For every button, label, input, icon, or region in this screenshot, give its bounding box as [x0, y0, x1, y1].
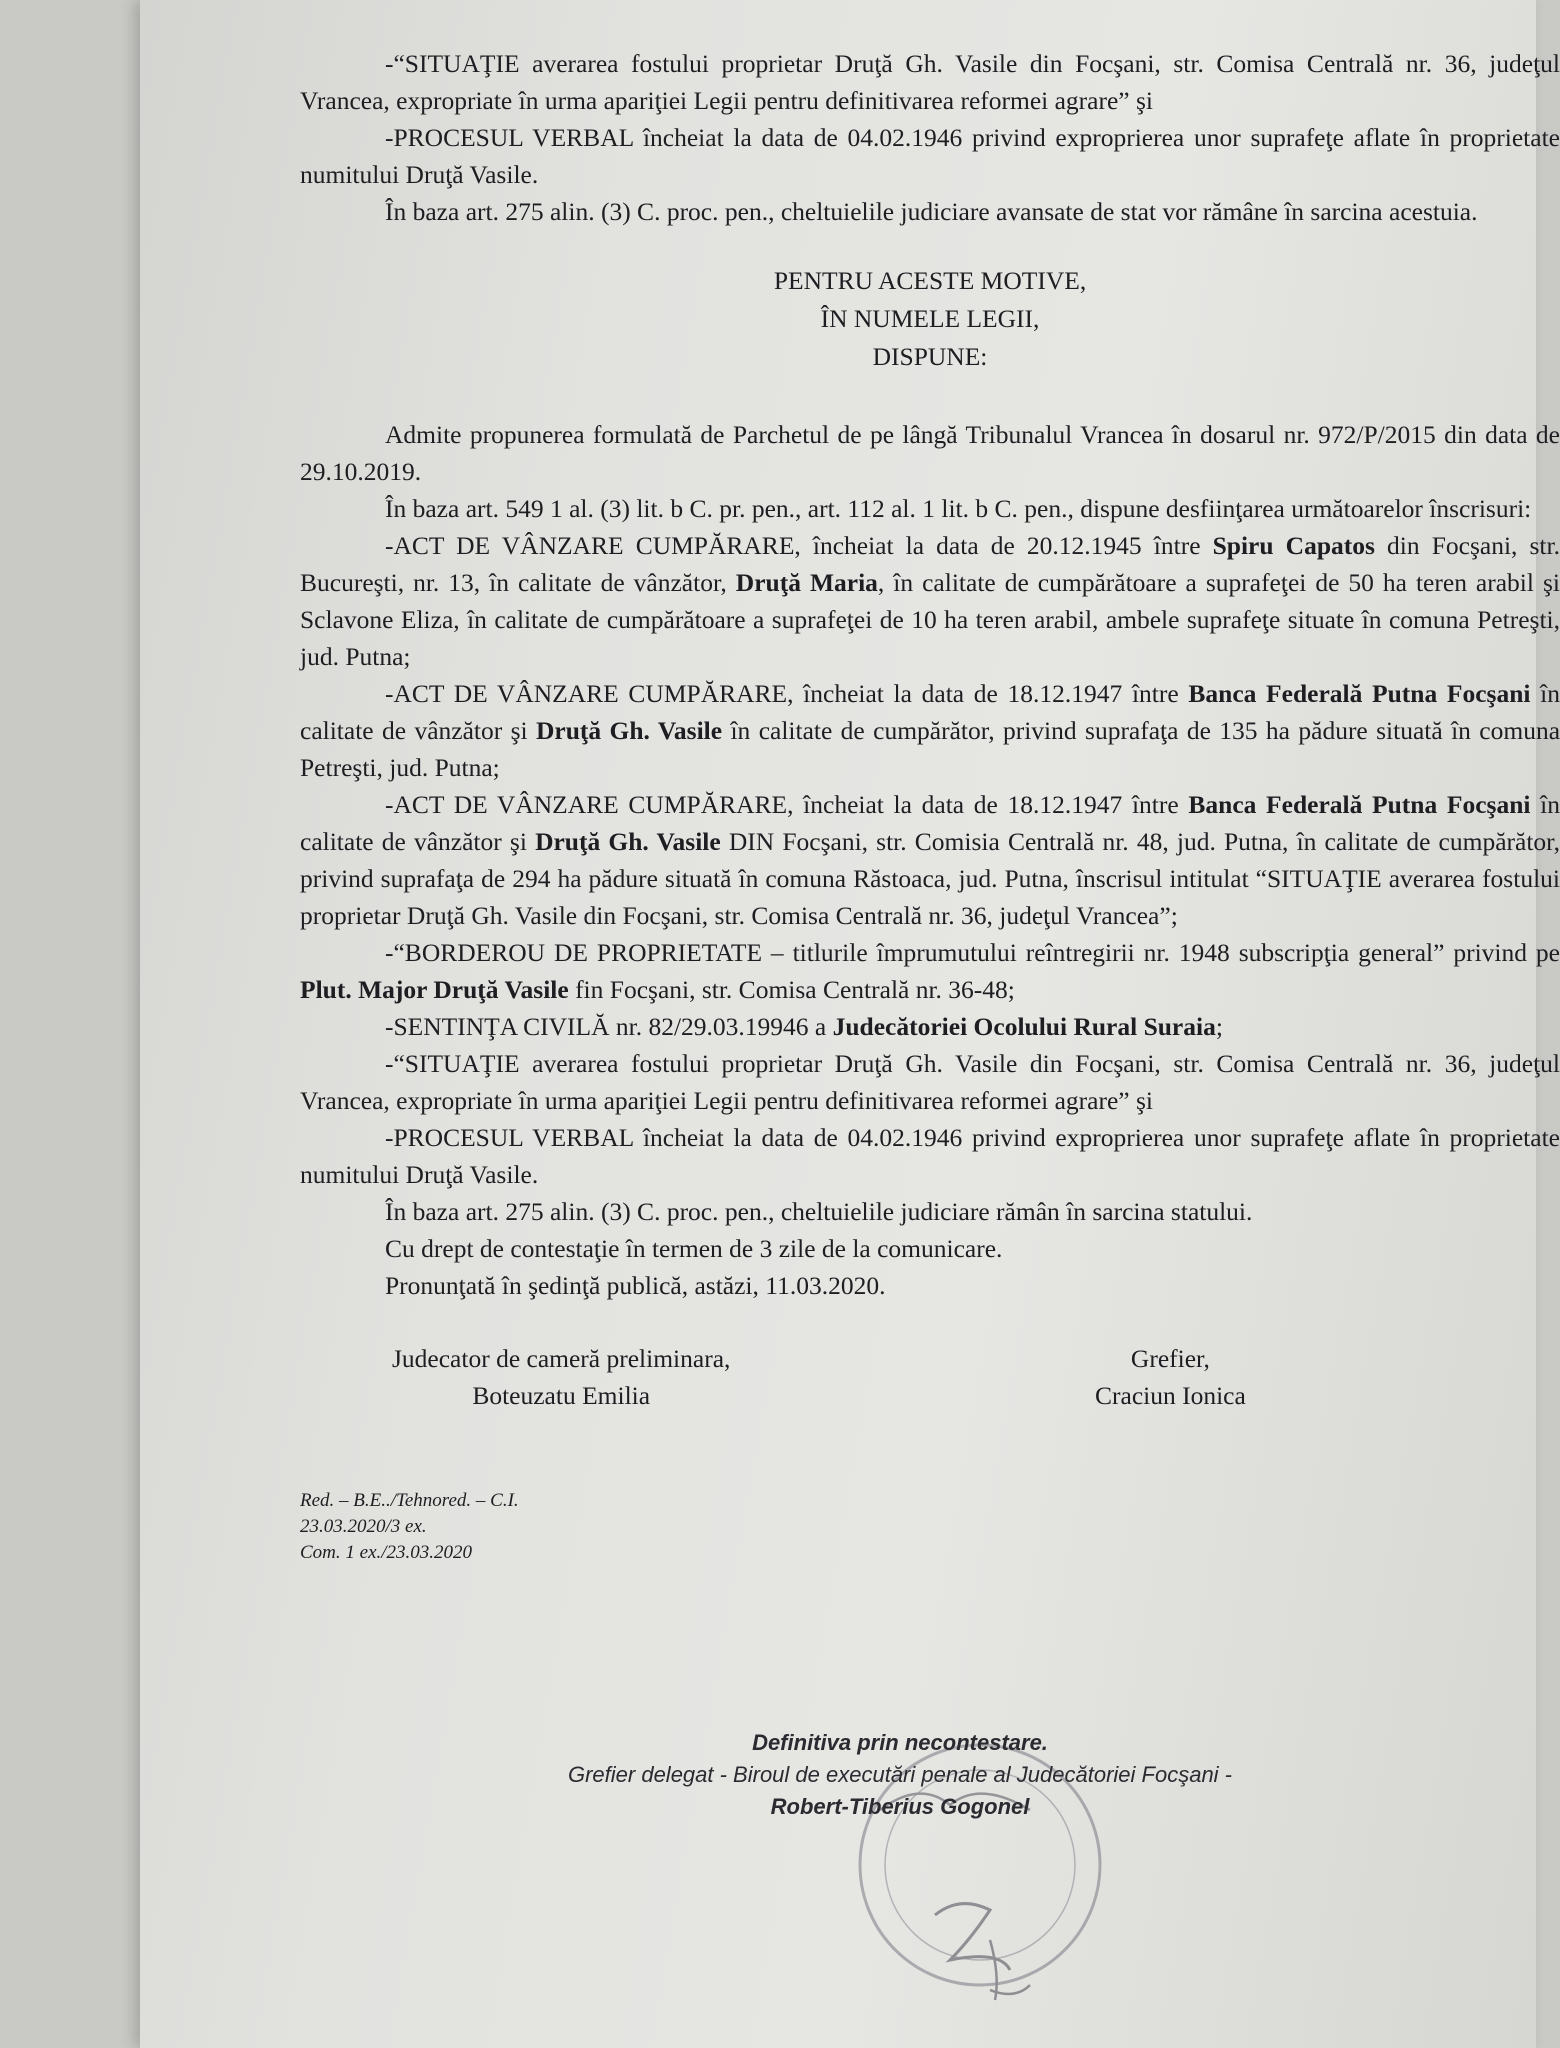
drafting-line-3: Com. 1 ex./23.03.2020 — [300, 1542, 473, 1563]
borderou-person: Plut. Major Druţă Vasile — [300, 975, 569, 1004]
paragraph-act-2 — [300, 675, 1560, 786]
judge-title: Judecator de cameră preliminara, — [392, 1344, 731, 1373]
borderou-text-a: -“BORDEROU DE PROPRIETATE – titlurile împrumutului reîntregirii nr. 1948 subscripţia general” privind pe — [385, 938, 1560, 967]
paragraph-proces-verbal-top: -PROCESUL VERBAL încheiat la data de 04.02.1946 privind exproprierea unor suprafeţe aflate în proprietate numitului Druţă Vasile. — [300, 123, 1560, 189]
act-2-seller: Banca Federală Putna Focşani — [1188, 679, 1531, 708]
paragraph-admite: Admite propunerea formulată de Parchetul de pe lângă Tribunalul Vrancea în dosarul nr. 972/P/2015 din data de 29.10.2019. — [300, 420, 1560, 486]
act-3-buyer: Druţă Gh. Vasile — [535, 827, 721, 856]
act-1-text-a: -ACT DE VÂNZARE CUMPĂRARE, încheiat la data de 20.12.1945 între — [385, 531, 1213, 560]
act-3-text-b: în calitate de vânzător şi — [300, 790, 1560, 856]
heading-line-1: PENTRU ACESTE MOTIVE, — [773, 266, 1087, 295]
paragraph-act-3 — [300, 786, 1560, 934]
act-3-seller: Banca Federală Putna Focşani — [1188, 790, 1531, 819]
dispositive-heading — [300, 262, 1560, 376]
act-2-text-a: -ACT DE VÂNZARE CUMPĂRARE, încheiat la data de 18.12.1947 între — [385, 679, 1189, 708]
act-3-text-a: -ACT DE VÂNZARE CUMPĂRARE, încheiat la data de 18.12.1947 între — [385, 790, 1189, 819]
act-2-text-c: în calitate de cumpărător, privind suprafaţa de 135 ha pădure situată în comuna Petreşti, jud. Putna; — [300, 716, 1560, 782]
finality-line-3: Robert-Tiberius Gogonel — [770, 1794, 1030, 1819]
finality-mention — [400, 1727, 1400, 1823]
drafting-line-2: 23.03.2020/3 ex. — [300, 1516, 427, 1537]
paragraph-borderou — [300, 934, 1560, 1008]
paragraph-cheltuieli-top: În baza art. 275 alin. (3) C. proc. pen., cheltuielile judiciare avansate de stat vor rămâne în sarcina acestuia. — [385, 197, 1478, 226]
paragraph-situatie-bottom: -“SITUAŢIE averarea fostului proprietar Druţă Gh. Vasile din Focşani, str. Comisa Centrală nr. 36, judeţul Vrancea, expropriate în urma apariţiei Legii pentru definitivarea reformei agrare” şi — [300, 1049, 1560, 1115]
drafting-line-1: Red. – B.E../Tehnored. – C.I. — [300, 1490, 519, 1511]
act-3-text-c: DIN Focşani, str. Comisia Centrală nr. 48, jud. Putna, în calitate de cumpărător, privind suprafaţa de 294 ha pădure situată în comuna Răstoaca, jud. Putna, înscrisul intitulat “SITUAŢIE averarea fostului proprietar Druţă Gh. Vasile din Focşani, str. Comisa Centrală nr. 36, judeţul Vrancea”; — [300, 827, 1560, 930]
clerk-title: Grefier, — [1130, 1344, 1210, 1373]
heading-line-3: DISPUNE: — [872, 342, 988, 371]
sentinta-text-b: ; — [1215, 1012, 1223, 1041]
paragraph-pronuntata: Pronunţată în şedinţă publică, astăzi, 11.03.2020. — [385, 1271, 886, 1300]
act-1-text-c: , în calitate de cumpărătoare a suprafeţei de 50 ha teren arabil şi Sclavone Eliza, în calitate de cumpărătoare a suprafeţei de 10 ha teren arabil, ambele suprafeţe situate în comuna Petreşti, jud. Putna; — [300, 568, 1560, 671]
clerk-name: Craciun Ionica — [1095, 1381, 1246, 1410]
sentinta-text-a: -SENTINŢA CIVILĂ nr. 82/29.03.19946 a — [385, 1012, 833, 1041]
paragraph-baza-549: În baza art. 549 1 al. (3) lit. b C. pr. pen., art. 112 al. 1 lit. b C. pen., dispune desfiinţarea următoarelor înscrisuri: — [385, 494, 1532, 523]
clerk-signature — [1095, 1340, 1246, 1414]
paragraph-act-1 — [300, 527, 1560, 675]
sentinta-court: Judecătoriei Ocolului Rural Suraia — [832, 1012, 1216, 1041]
heading-line-2: ÎN NUMELE LEGII, — [820, 304, 1040, 333]
act-2-buyer: Druţă Gh. Vasile — [536, 716, 723, 745]
paragraph-proces-verbal-bottom: -PROCESUL VERBAL încheiat la data de 04.02.1946 privind exproprierea unor suprafeţe aflate în proprietate numitului Druţă Vasile. — [300, 1123, 1560, 1189]
document-page — [140, 0, 1560, 2048]
act-2-text-b: în calitate de vânzător şi — [300, 679, 1560, 745]
signature-block — [300, 1340, 1560, 1430]
paragraph-cheltuieli-bottom: În baza art. 275 alin. (3) C. proc. pen., cheltuielile judiciare rămân în sarcina statului. — [385, 1197, 1253, 1226]
act-1-text-b: din Focşani, str. Bucureşti, nr. 13, în calitate de vânzător, — [300, 531, 1560, 597]
drafting-note — [300, 1488, 1560, 1566]
document-body — [300, 45, 1560, 1566]
judge-signature — [392, 1340, 730, 1414]
paragraph-situatie-top: -“SITUAŢIE averarea fostului proprietar Druţă Gh. Vasile din Focşani, str. Comisa Centrală nr. 36, judeţul Vrancea, expropriate în urma apariţiei Legii pentru definitivarea reformei agrare” şi — [300, 49, 1560, 115]
judge-name: Boteuzatu Emilia — [472, 1381, 651, 1410]
finality-line-1: Definitiva prin necontestare. — [752, 1730, 1048, 1755]
act-1-seller: Spiru Capatos — [1212, 531, 1375, 560]
finality-line-2: Grefier delegat - Biroul de executări penale al Judecătoriei Focşani - — [567, 1762, 1233, 1787]
paragraph-sentinta — [300, 1008, 1560, 1045]
paragraph-contestatie: Cu drept de contestaţie în termen de 3 zile de la comunicare. — [385, 1234, 1003, 1263]
borderou-text-b: fin Focşani, str. Comisa Centrală nr. 36-48; — [568, 975, 1015, 1004]
act-1-buyer: Druţă Maria — [735, 568, 878, 597]
